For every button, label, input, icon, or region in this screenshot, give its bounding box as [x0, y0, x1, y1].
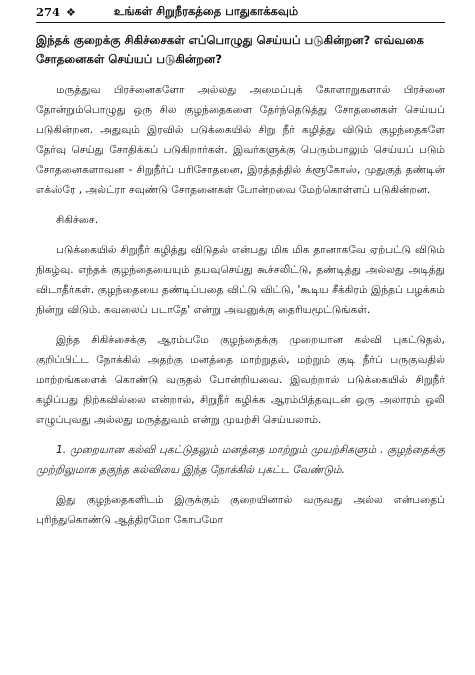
paragraph-treatment-start: இந்த சிகிச்சைக்கு ஆரம்பமே குழந்தைக்கு முறையான கல்வி புகட்டுதல், குறிப்பிட்ட நோக்கில் அதற்கு மனத்தை மாற்றுதல், மற்றும் குடி நீர்ப் பருகுவதில் மாற்றங்களைக் கொண்டு வருதல் போன்றியவை. இவற்றால் படுக்கையில் சிறுநீர் கழிப்பது நிற்கவில்லை என்றால், சிறுநீர் கழிக்க ஆரம்பித்தவுடன் ஒரு அலாரம் ஒலி எழுப்புவது அல்லது மருத்துவம் என்று முயற்சி செய்யலாம்.: [36, 334, 445, 426]
page-body: [36, 31, 445, 530]
section-heading-treatment: சிகிச்சை.: [56, 214, 99, 226]
running-title: உங்கள் சிறுநீரகத்தை பாதுகாக்கவும்: [113, 4, 299, 18]
section-question: இந்தக் குறைக்கு சிகிச்சைகள் எப்பொழுது செய்யப் படுகின்றன? எவ்வகை சோதனைகள் செய்யப் படுகின்றன?: [36, 33, 424, 66]
diamond-icon: ❖: [66, 5, 76, 19]
page-header: [36, 2, 445, 22]
paragraph-reassurance: படுக்கையில் சிறுநீர் கழித்து விடுதல் என்பது மிக மிக தானாகவே ஏற்பட்டு விடும் நிகழ்வு. எந்தக் குழந்தையையும் தயவுசெய்து கூச்சலிட்டு, தண்டித்து அல்லது அடித்து விடாதீர்கள். குழந்தையை தண்டிப்பதை விட்டு விட்டு, 'கூடிய சீக்கிரம் இந்தப் பழக்கம் நின்று விடும். கவலைப் படாதே' என்று அவனுக்கு தைரியமூட்டுங்கள்.: [36, 244, 445, 316]
page-number: 274: [36, 5, 61, 19]
paragraph-understanding: இது குழந்தைகளிடம் இருக்கும் குறையினால் வருவது அல்ல என்பதைப் புரிந்துகொண்டு ஆத்திரமோ கோபமோ: [36, 494, 445, 526]
paragraph-numbered-1: 1. முறையான கல்வி புகட்டுதலும் மனத்தை மாற்றும் முயற்சிகளும் . குழந்தைக்கு முற்றிலுமாக தகுந்த கல்வியை இந்த நோக்கில் புகட்ட வேண்டும்.: [36, 444, 445, 476]
paragraph-tests: மருத்துவ பிரச்னைகளோ அல்லது அமைப்புக் கோளாறுகளால் பிரச்னை தோன்றும்பொழுது ஒரு சில குழந்தைகளை தேர்ந்தெடுத்து சோதனைகள் செய்யப் படுகின்றன. அதுவும் இரவில் படுக்கையில் சிறு நீர் கழித்து விடும் குழந்தைகளே தேர்வு செய்து சோதிக்கப் படுகிறார்கள். இவர்களுக்கு பெரும்பாலும் செய்யப் படும் சோதனைகளாவன - சிறுநீர்ப் பரிசோதனை, இரத்தத்தில் க்ளூகோஸ், முதுகுத் தண்டின் எக்ஸ்ரே , அல்ட்ரா சவுண்டு சோதனைகள் போன்றவை மேற்கொள்ளப் படுகின்றன.: [36, 84, 445, 196]
header-rule: [36, 22, 445, 23]
